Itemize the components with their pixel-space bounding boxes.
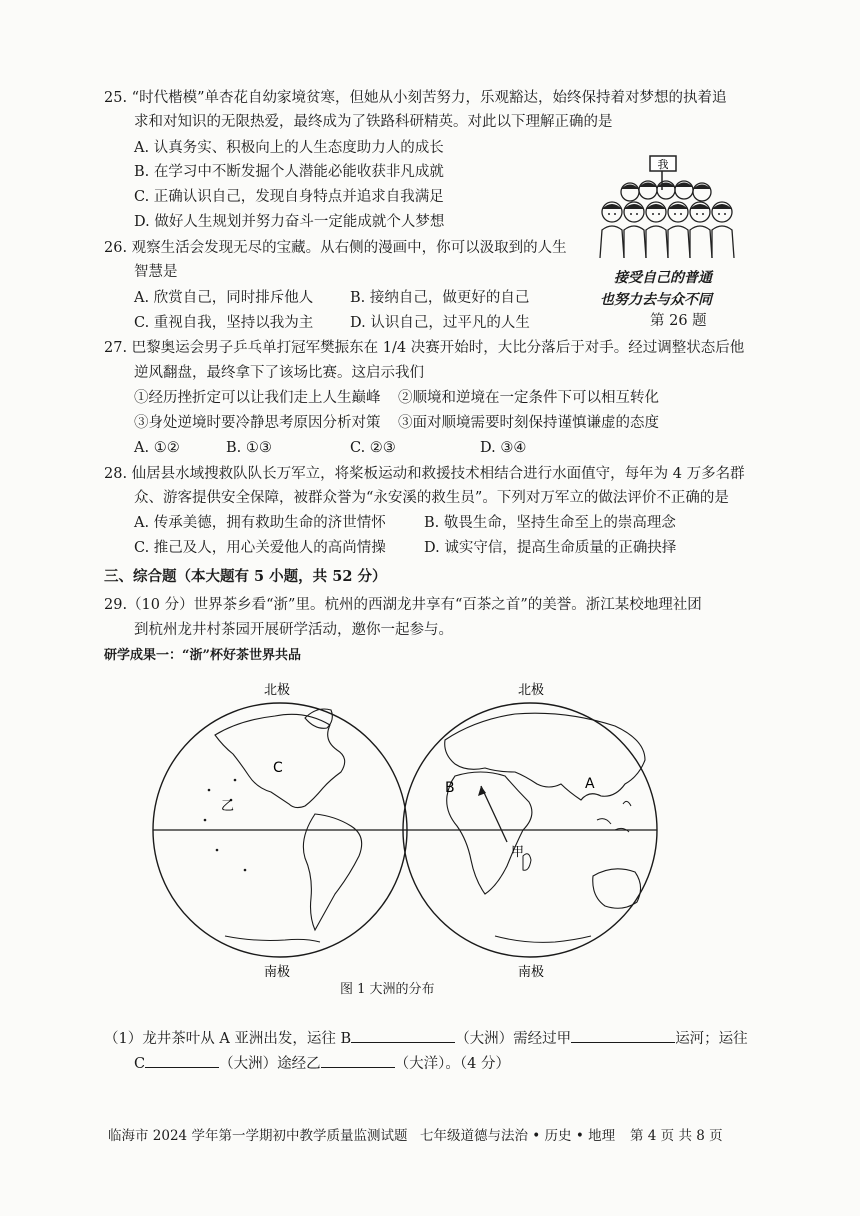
q29-part1-text-f: （大洋）。（4 分） [394, 1056, 510, 1072]
cartoon-sign-text: 我 [657, 158, 669, 171]
map-label-a: A [585, 776, 595, 792]
north-pole-label-right: 北极 [517, 683, 545, 698]
map-label-b: B [445, 780, 455, 796]
route-arrow-line [481, 786, 507, 842]
cartoon-caption-line2: 也努力去与众不同 [600, 292, 712, 308]
q25-option-a: A. 认真务实、积极向上的人生态度助力人的成长 [134, 140, 444, 156]
crowd-cartoon-illustration [590, 150, 750, 260]
q29-part1-line2 [134, 1053, 510, 1074]
q26-stem-line2: 智慧是 [134, 264, 178, 280]
antarctica-edge-left [225, 936, 320, 942]
antarctica-edge-right [495, 936, 591, 942]
q27-statement-2: ②顺境和逆境在一定条件下可以相互转化 [398, 390, 659, 406]
q25-option-c: C. 正确认识自己，发现自身特点并追求自我满足 [134, 189, 444, 205]
section-3-heading: 三、综合题（本大题有 5 小题，共 52 分） [104, 568, 387, 585]
q27-option-a: A. ①② [134, 440, 180, 456]
map-label-yi: 乙 [221, 799, 235, 814]
q29-research-result-1: 研学成果一：“浙”杯好茶世界共品 [104, 648, 301, 663]
q27-statement-3: ③身处逆境时要冷静思考原因分析对策 [134, 415, 381, 431]
north-pole-label-left: 北极 [263, 683, 291, 698]
q29-part1-text-d: C [134, 1056, 146, 1072]
q27-option-d: D. ③④ [480, 440, 527, 456]
map-label-jia: 甲 [511, 845, 525, 860]
south-pole-label-left: 南极 [263, 965, 291, 980]
q26-option-c: C. 重视自我，坚持以我为主 [134, 315, 314, 331]
q29-part1-text-e: （大洲）途经乙 [219, 1056, 321, 1072]
footer-exam-title: 临海市 2024 学年第一学期初中教学质量监测试题 [108, 1128, 408, 1144]
q28-option-a: A. 传承美德，拥有救助生命的济世情怀 [134, 515, 386, 531]
q27-option-c: C. ②③ [350, 440, 396, 456]
q28-stem-line1: 28. 仙居县水域搜救队队长万军立，将桨板运动和救援技术相结合进行水面值守，每年为 4 万多名群 [104, 466, 745, 482]
map-label-c: C [273, 760, 283, 776]
q25-option-b: B. 在学习中不断发掘个人潜能必能收获非凡成就 [134, 164, 444, 180]
answer-blank-yi-ocean[interactable] [321, 1053, 395, 1068]
pacific-islands [204, 779, 247, 872]
q29-part1-text-b: （大洲）需经过甲 [455, 1031, 572, 1047]
figure-1-caption: 图 1 大洲的分布 [340, 982, 435, 997]
footer-page-number: 第 4 页 共 8 页 [630, 1128, 723, 1144]
q25-stem-line2: 求和对知识的无限热爱，最终成为了铁路科研精英。对此以下理解正确的是 [134, 114, 613, 130]
south-pole-label-right: 南极 [517, 965, 545, 980]
q28-stem-line2: 众、游客提供安全保障，被群众誉为“永安溪的救生员”。下列对万军立的做法评价不正确的是 [134, 490, 729, 506]
cartoon-question-label: 第 26 题 [650, 313, 707, 329]
madagascar-outline [523, 854, 531, 871]
q28-option-d: D. 诚实守信，提高生命质量的正确抉择 [424, 540, 677, 556]
q27-statement-1: ①经历挫折定可以让我们走上人生巅峰 [134, 390, 381, 406]
answer-blank-c-continent[interactable] [145, 1053, 219, 1068]
answer-blank-b-continent[interactable] [351, 1028, 455, 1043]
africa-outline [447, 772, 532, 894]
australia-outline [593, 869, 641, 908]
cartoon-caption-line1: 接受自己的普通 [614, 270, 712, 286]
q27-stem-line2: 逆风翻盘，最终拿下了该场比赛。这启示我们 [134, 365, 424, 381]
q26-option-d: D. 认识自己，过平凡的人生 [350, 315, 530, 331]
q29-part1-line1 [104, 1028, 748, 1049]
q29-stem-line2: 到杭州龙井村茶园开展研学活动，邀你一起参与。 [134, 622, 453, 638]
q29-part1-text-c: 运河；运往 [675, 1031, 748, 1047]
q26-option-b: B. 接纳自己，做更好的自己 [350, 290, 530, 306]
south-america-outline [303, 814, 361, 930]
southeast-asia-islands [597, 801, 631, 832]
q28-option-b: B. 敬畏生命，坚持生命至上的崇高理念 [424, 515, 676, 531]
q27-statement-4: ③面对顺境需要时刻保持谨慎谦虚的态度 [398, 415, 659, 431]
answer-blank-jia-canal[interactable] [571, 1028, 675, 1043]
q28-option-c: C. 推己及人，用心关爱他人的高尚情操 [134, 540, 386, 556]
q27-stem-line1: 27. 巴黎奥运会男子乒乓单打冠军樊振东在 1/4 决赛开始时，大比分落后于对手。经过调整状态后他 [104, 340, 745, 356]
q26-stem-line1: 26. 观察生活会发现无尽的宝藏。从右侧的漫画中，你可以汲取到的人生 [104, 240, 567, 256]
footer-subject: 七年级道德与法治 • 历史 • 地理 [420, 1128, 616, 1144]
world-hemispheres-map [145, 680, 705, 990]
q27-option-b: B. ①③ [226, 440, 272, 456]
q29-stem-line1: 29.（10 分）世界茶乡看“浙”里。杭州的西湖龙井享有“百茶之首”的美誉。浙江某校地理社团 [104, 597, 702, 613]
q25-stem-line1: 25. “时代楷模”单杏花自幼家境贫寒，但她从小刻苦努力，乐观豁达，始终保持着对梦想的执着追 [104, 90, 727, 106]
q29-part1-text-a: （1）龙井茶叶从 A 亚洲出发，运往 B [104, 1031, 352, 1047]
eurasia-outline [445, 713, 645, 800]
q26-option-a: A. 欣赏自己，同时排斥他人 [134, 290, 314, 306]
q25-option-d: D. 做好人生规划并努力奋斗一定能成就个人梦想 [134, 214, 445, 230]
